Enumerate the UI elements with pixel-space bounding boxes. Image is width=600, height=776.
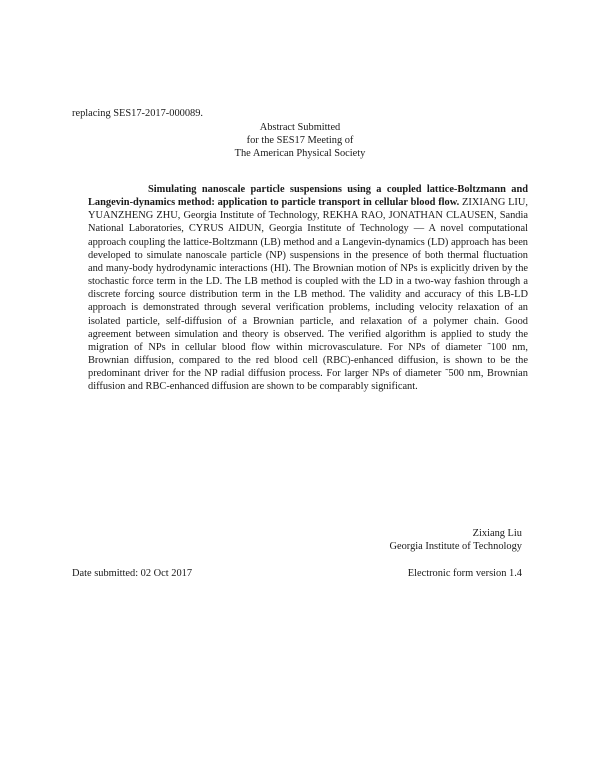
- abstract-title: Simulating nanoscale particle suspensions using a coupled lattice-Boltzmann and Langevin-dynamics method: application to particle transport in cellular blood flow.: [88, 184, 528, 209]
- replacing-note: replacing SES17-2017-000089.: [72, 108, 204, 119]
- form-version: Electronic form version 1.4: [407, 568, 522, 579]
- abstract-paragraph: [88, 183, 528, 394]
- header-line-3: The American Physical Society: [234, 148, 366, 160]
- abstract-authors: ZIXIANG LIU, YUANZHENG ZHU, Georgia Institute of Technology, REKHA RAO, JONATHAN CLAUSEN, Sandia National Laboratories, CYRUS AIDUN, Georgia Institute of Technology: [88, 197, 528, 235]
- submitter-block: [390, 527, 523, 553]
- header-line-2: for the SES17 Meeting of: [246, 135, 354, 147]
- abstract-body: — A novel computational approach coupling the lattice-Boltzmann (LB) method and a Langevin-dynamics (LD) approach has been developed to simulate nanoscale particle (NP) suspensions in the presence of both thermal fluctuation and many-body hydrodynamic interactions (HI). The Brownian motion of NPs is explicitly driven by the stochastic force term in the LD. The LB method is coupled with the LD in a two-way fashion through a discrete forcing source distribution term in the LB method. The validity and accuracy of this LB-LD approach is demonstrated through several verification problems, including velocity relaxation of an isolated particle, self-diffusion of a Brownian particle, and relaxation of a polymer chain. Good agreement between simulation and theory is observed. The verified algorithm is applied to study the migration of NPs in cellular blood flow within microvasculature. For NPs of diameter ˜100 nm, Brownian diffusion, compared to the red blood cell (RBC)-enhanced diffusion, is shown to be the predominant driver for the NP radial diffusion process. For larger NPs of diameter ˜500 nm, Brownian diffusion and RBC-enhanced diffusion are shown to be comparably significant.: [88, 223, 528, 393]
- meeting-header: [0, 121, 600, 161]
- submitter-name: Zixiang Liu: [472, 528, 522, 539]
- submitter-affiliation: Georgia Institute of Technology: [389, 541, 522, 553]
- date-submitted: Date submitted: 02 Oct 2017: [72, 568, 193, 579]
- header-line-1: Abstract Submitted: [259, 122, 341, 133]
